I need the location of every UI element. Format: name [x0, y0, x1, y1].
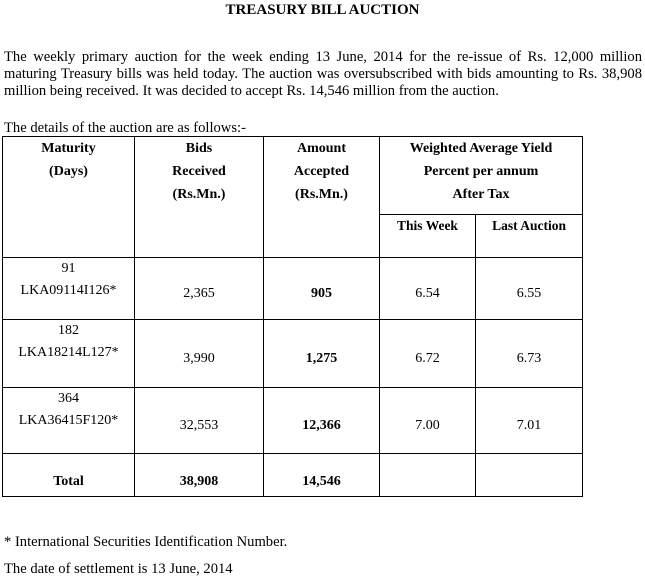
maturity-days: 91	[61, 261, 76, 276]
header-yield-line2: Percent per annum	[423, 164, 539, 179]
yield-this-week: 7.00	[380, 388, 476, 454]
table-row	[3, 258, 583, 320]
maturity-cell	[3, 320, 135, 388]
settlement-date: The date of settlement is 13 June, 2014	[4, 561, 233, 577]
isin-footnote: * International Securities Identification Number.	[4, 534, 288, 550]
isin-code: LKA36415F120*	[18, 413, 119, 428]
bids-received: 3,990	[135, 320, 264, 388]
amount-accepted: 12,366	[264, 388, 380, 454]
header-bids-line3: (Rs.Mn.)	[172, 187, 226, 202]
header-bids-line1: Bids	[185, 141, 213, 156]
header-bids-line2: Received	[172, 164, 226, 179]
header-maturity	[3, 137, 135, 258]
total-bids: 38,908	[135, 454, 264, 497]
yield-this-week: 6.72	[380, 320, 476, 388]
maturity-days: 364	[58, 391, 79, 406]
header-yield-line1: Weighted Average Yield	[409, 141, 553, 156]
header-amount-line1: Amount	[296, 141, 346, 156]
header-maturity-line2: (Days)	[49, 164, 88, 179]
header-amount-line2: Accepted	[293, 164, 350, 179]
bids-received: 2,365	[135, 258, 264, 320]
header-bids	[135, 137, 264, 258]
isin-code: LKA18214L127*	[18, 345, 119, 360]
yield-last-auction: 6.73	[476, 320, 583, 388]
header-last-auction: Last Auction	[476, 215, 583, 258]
isin-code: LKA09114I126*	[20, 283, 117, 298]
maturity-days: 182	[58, 323, 79, 338]
header-amount-line3: (Rs.Mn.)	[295, 187, 348, 202]
document-title: TREASURY BILL AUCTION	[225, 2, 420, 18]
total-empty-this-week	[380, 454, 476, 497]
yield-last-auction: 6.55	[476, 258, 583, 320]
auction-table	[2, 136, 583, 497]
total-row	[3, 454, 583, 497]
yield-last-auction: 7.01	[476, 388, 583, 454]
maturity-cell	[3, 388, 135, 454]
table-row	[3, 320, 583, 388]
total-label: Total	[3, 454, 135, 497]
amount-accepted: 1,275	[264, 320, 380, 388]
header-yield	[380, 137, 583, 215]
table-row	[3, 388, 583, 454]
header-amount	[264, 137, 380, 258]
header-yield-line3: After Tax	[452, 187, 510, 202]
yield-this-week: 6.54	[380, 258, 476, 320]
bids-received: 32,553	[135, 388, 264, 454]
details-label: The details of the auction are as follows:-	[4, 120, 246, 136]
header-this-week: This Week	[380, 215, 476, 258]
maturity-cell	[3, 258, 135, 320]
table-header-row	[3, 137, 583, 215]
total-accepted: 14,546	[264, 454, 380, 497]
amount-accepted: 905	[264, 258, 380, 320]
intro-paragraph: The weekly primary auction for the week ending 13 June, 2014 for the re-issue of Rs. 12,000 million maturing Treasury bills was held today. The auction was oversubscribed with bids amounting to Rs. 38,908 million being received. It was decided to accept Rs. 14,546 million from the auction.	[4, 49, 642, 99]
total-empty-last-auction	[476, 454, 583, 497]
header-maturity-line1: Maturity	[41, 141, 96, 156]
